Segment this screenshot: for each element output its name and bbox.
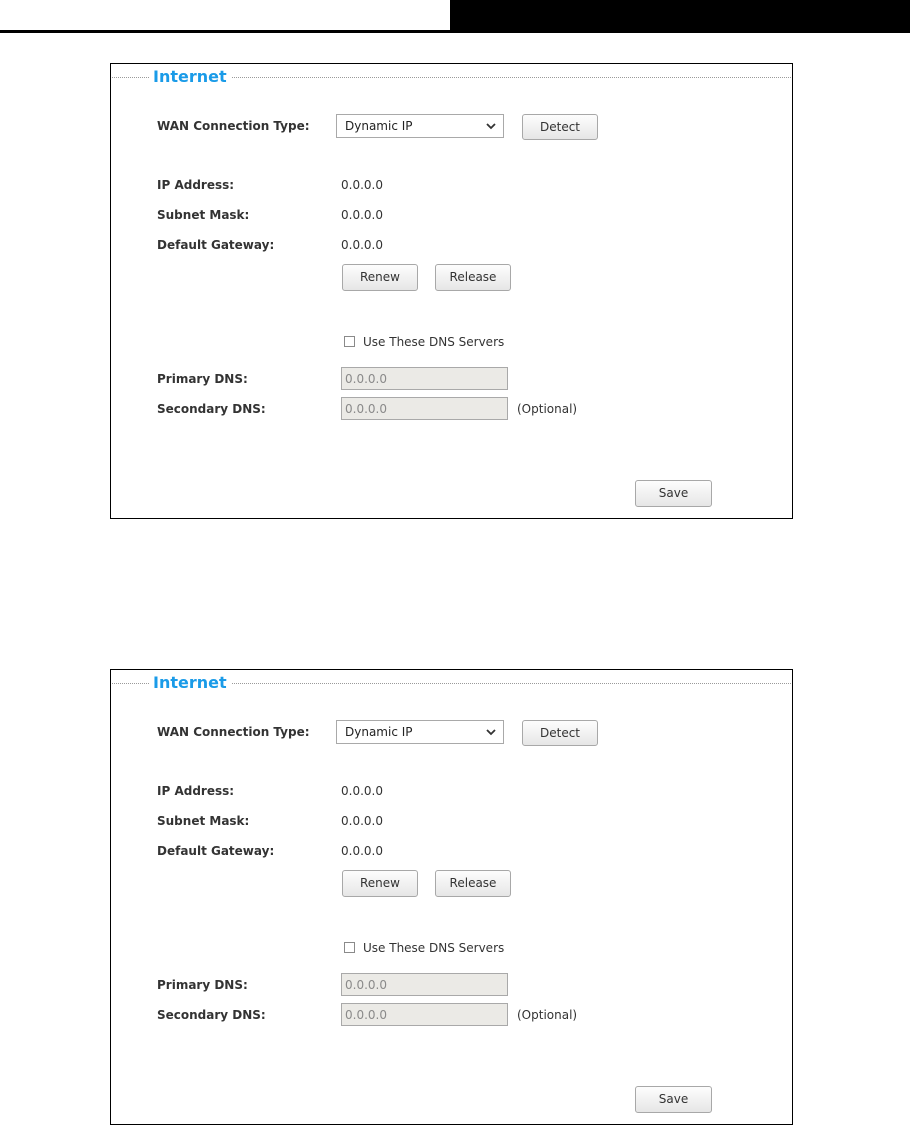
wan-connection-type-select[interactable]: [336, 114, 504, 138]
renew-button[interactable]: Renew: [342, 870, 418, 897]
header-rule: [0, 30, 452, 33]
header-bar: [450, 0, 910, 33]
save-button[interactable]: Save: [635, 1086, 712, 1113]
secondary-dns-label: Secondary DNS:: [157, 1008, 266, 1022]
release-button[interactable]: Release: [435, 870, 511, 897]
select-value: Dynamic IP: [345, 119, 413, 133]
secondary-dns-label: Secondary DNS:: [157, 402, 266, 416]
subnet-mask-value: 0.0.0.0: [341, 814, 383, 828]
panel-title: Internet: [149, 673, 231, 693]
subnet-mask-label: Subnet Mask:: [157, 208, 250, 222]
chevron-down-icon: [485, 121, 497, 131]
wan-connection-type-label: WAN Connection Type:: [157, 119, 310, 133]
release-button[interactable]: Release: [435, 264, 511, 291]
use-dns-checkbox[interactable]: [344, 336, 355, 347]
internet-panel: [110, 63, 793, 519]
primary-dns-label: Primary DNS:: [157, 372, 248, 386]
subnet-mask-value: 0.0.0.0: [341, 208, 383, 222]
primary-dns-input[interactable]: [341, 973, 508, 996]
secondary-dns-input[interactable]: [341, 1003, 508, 1026]
internet-panel: [110, 669, 793, 1125]
detect-button[interactable]: Detect: [522, 114, 598, 140]
ip-address-label: IP Address:: [157, 178, 235, 192]
panel-title: Internet: [149, 67, 231, 87]
secondary-dns-input[interactable]: [341, 397, 508, 420]
optional-note: (Optional): [517, 1008, 578, 1022]
renew-button[interactable]: Renew: [342, 264, 418, 291]
optional-note: (Optional): [517, 402, 578, 416]
select-value: Dynamic IP: [345, 725, 413, 739]
default-gateway-label: Default Gateway:: [157, 844, 275, 858]
wan-connection-type-label: WAN Connection Type:: [157, 725, 310, 739]
default-gateway-value: 0.0.0.0: [341, 238, 383, 252]
default-gateway-value: 0.0.0.0: [341, 844, 383, 858]
subnet-mask-label: Subnet Mask:: [157, 814, 250, 828]
use-dns-checkbox[interactable]: [344, 942, 355, 953]
use-dns-label[interactable]: Use These DNS Servers: [363, 335, 505, 349]
wan-connection-type-select[interactable]: [336, 720, 504, 744]
ip-address-value: 0.0.0.0: [341, 784, 383, 798]
primary-dns-input[interactable]: [341, 367, 508, 390]
chevron-down-icon: [485, 727, 497, 737]
primary-dns-label: Primary DNS:: [157, 978, 248, 992]
use-dns-label[interactable]: Use These DNS Servers: [363, 941, 505, 955]
ip-address-label: IP Address:: [157, 784, 235, 798]
default-gateway-label: Default Gateway:: [157, 238, 275, 252]
detect-button[interactable]: Detect: [522, 720, 598, 746]
save-button[interactable]: Save: [635, 480, 712, 507]
ip-address-value: 0.0.0.0: [341, 178, 383, 192]
